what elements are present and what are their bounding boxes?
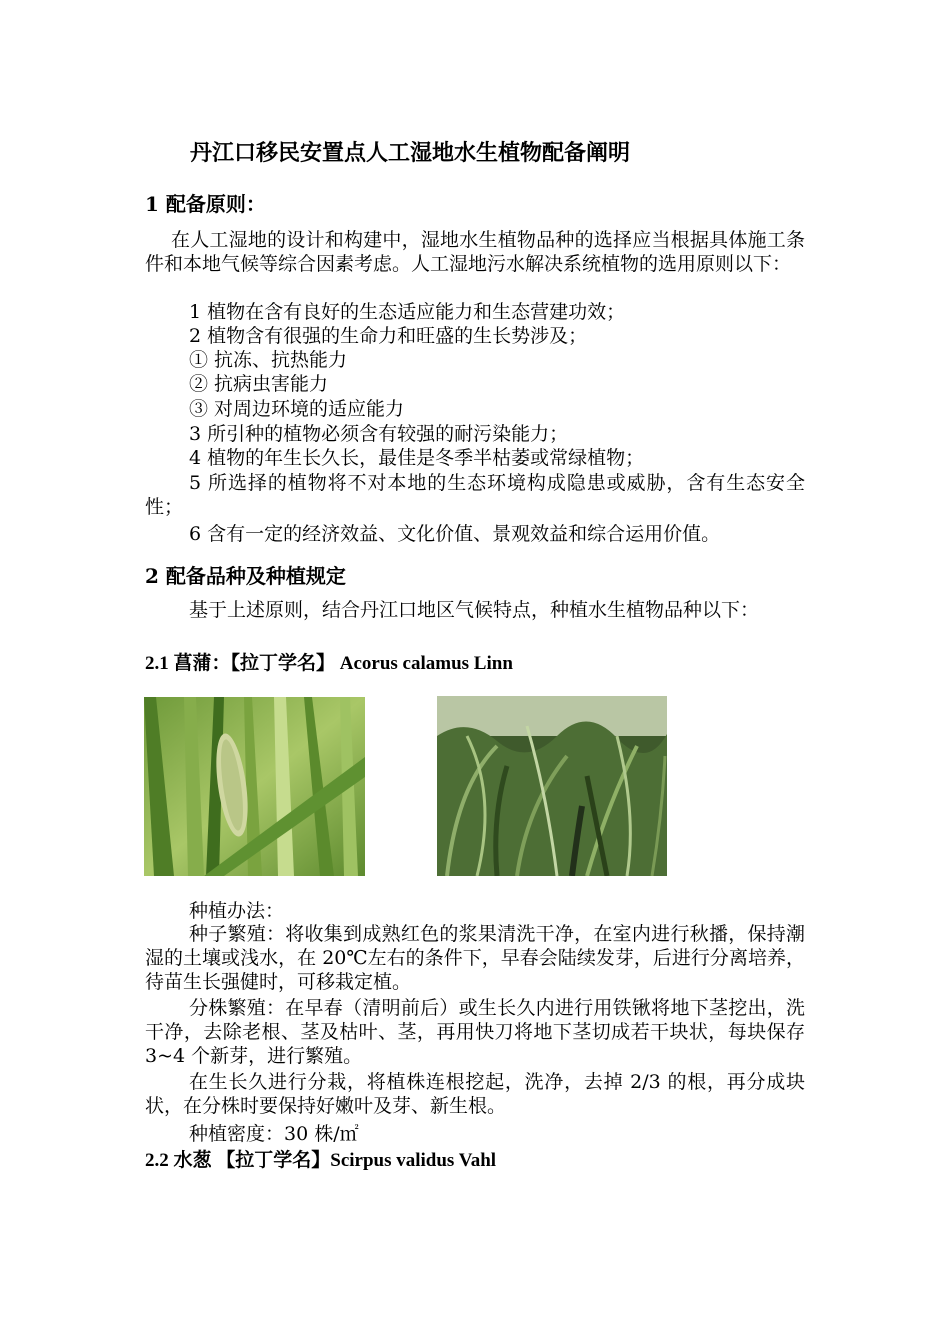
scirpus-heading: 2.2 水葱 【拉丁学名】Scirpus validus Vahl bbox=[145, 1150, 497, 1171]
split-planting: 在生长久进行分栽，将植株连根挖起，洗净，去掉 2/3 的根，再分成块状，在分株时要保持好嫩叶及芽、新生根。 bbox=[145, 1071, 805, 1117]
principle-item: 1 植物在含有良好的生态适应能力和生态营建功效； bbox=[189, 301, 626, 323]
principle-item-6: 6 含有一定的经济效益、文化价值、景观效益和综合运用价值。 bbox=[189, 523, 721, 545]
principle-subitem: ③ 对周边环境的适应能力 bbox=[189, 398, 405, 420]
acorus-heading: 2.1 菖蒲：【拉丁学名】 Acorus calamus Linn bbox=[145, 653, 513, 674]
acorus-spadix-photo bbox=[144, 697, 365, 876]
principle-item: 2 植物含有很强的生命力和旺盛的生长势涉及； bbox=[189, 325, 588, 347]
principle-subitem: ② 抗病虫害能力 bbox=[189, 373, 329, 395]
section-2-heading: 2 配备品种及种植规定 bbox=[145, 564, 346, 588]
principle-item-5: 5 所选择的植物将不对本地的生态环境构成隐患或威胁，含有生态安全性； bbox=[145, 472, 805, 518]
division-propagation: 分株繁殖：在早春（清明前后）或生长久内进行用铁锹将地下茎挖出，洗干净，去除老根、茎及枯叶、茎，再用快刀将地下茎切成若干块状，每块保存 3~4 个新芽，进行繁殖。 bbox=[145, 997, 805, 1067]
section-1-intro: 在人工湿地的设计和构建中，湿地水生植物品种的选择应当根据具体施工条件和本地气候等综合因素考虑。人工湿地污水解决系统植物的选用原则以下： bbox=[145, 229, 805, 275]
acorus-field-photo bbox=[437, 696, 667, 876]
planting-density: 种植密度：30 株/㎡ bbox=[189, 1123, 359, 1145]
principle-item: 4 植物的年生长久长，最佳是冬季半枯萎或常绿植物； bbox=[189, 447, 645, 469]
principle-subitem: ① 抗冻、抗热能力 bbox=[189, 349, 348, 371]
principle-item: 3 所引种的植物必须含有较强的耐污染能力； bbox=[189, 423, 569, 445]
seed-propagation: 种子繁殖：将收集到成熟红色的浆果清洗干净，在室内进行秋播，保持潮湿的土壤或浅水，在 20℃左右的条件下，早春会陆续发芽，后进行分离培养，待苗生长强健时，可移栽定植。 bbox=[145, 923, 805, 993]
section-1-heading: 1 配备原则： bbox=[145, 192, 266, 216]
method-label: 种植办法： bbox=[189, 900, 285, 922]
document-title: 丹江口移民安置点人工湿地水生植物配备阐明 bbox=[190, 140, 631, 166]
section-2-intro: 基于上述原则，结合丹江口地区气候特点，种植水生植物品种以下： bbox=[189, 599, 760, 621]
